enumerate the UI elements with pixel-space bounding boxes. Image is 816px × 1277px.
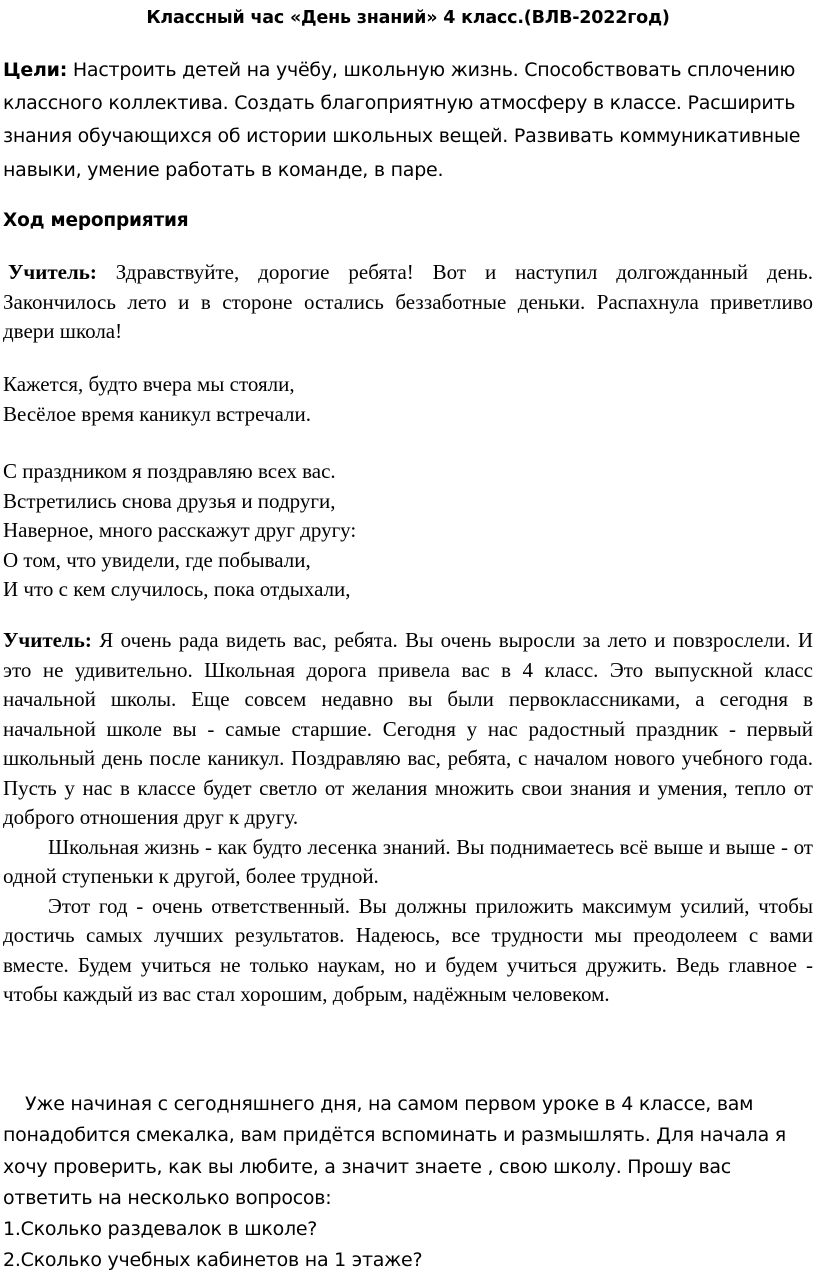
poem-line: Наверное, много расскажут друг другу: — [3, 518, 357, 542]
year-paragraph: Этот год - очень ответственный. Вы должны приложить максимум усилий, чтобы достичь самых лучших результатов. Надеюсь, все трудности мы преодолеем с вами вместе. Будем учиться не только наукам, но и будем учиться дружить. Ведь главное - чтобы каждый из вас стал хорошим, добрым, надёжным человеком. — [3, 893, 813, 1006]
poem-line: Встретились снова друзья и подруги, — [3, 488, 336, 513]
ladder-paragraph: Школьная жизнь - как будто лесенка знаний. Вы поднимаетесь всё выше и выше - от одной ступеньки к другой, более трудной. — [3, 834, 813, 888]
goals-label: Цели: — [3, 59, 68, 81]
goals-text: Настроить детей на учёбу, школьную жизнь. Способствовать сплочению классного коллектива. Создать благоприятную атмосферу в классе. Расширить знания обучающихся об истории школьных вещей. Развивать коммуникативные навыки, умение работать в команде, в паре. — [3, 59, 801, 181]
poem-line: Кажется, будто вчера мы стояли, — [3, 372, 295, 396]
teacher-speech-section — [3, 626, 813, 1010]
teacher-speech-text: Я очень рада видеть вас, ребята. Вы очень выросли за лето и повзрослели. И это не удивительно. Школьная дорога привела вас в 4 класс. Это выпускной класс начальной школы. Еще совсем недавно вы были первоклассниками, а сегодня в начальной школе вы - самые старшие. Сегодня у нас радостный праздник - первый школьный день после каникул. Поздравляю вас, ребята, с началом нового учебного года. Пусть у нас в классе будет светло от желания множить свои знания и умения, тепло от доброго отношения друг к другу. — [3, 628, 813, 829]
course-heading: Ход мероприятия — [3, 210, 189, 231]
question-item: 2.Сколько учебных кабинетов на 1 этаже? — [3, 1249, 423, 1272]
poem-line: И что с кем случилось, пока отдыхали, — [3, 577, 351, 601]
teacher-intro-label: Учитель: — [8, 260, 97, 284]
poem-line: С праздником я поздравляю всех вас. — [3, 459, 336, 483]
poem-stanza-2 — [3, 457, 813, 605]
teacher-intro-paragraph — [3, 258, 813, 347]
teacher-intro-text: Здравствуйте, дорогие ребята! Вот и наступил долгожданный день. Закончилось лето и в стороне остались беззаботные деньки. Распахнула приветливо двери школа! — [3, 260, 813, 343]
quiz-section — [3, 1089, 813, 1277]
quiz-intro-paragraph: Уже начиная с сегодняшнего дня, на самом первом уроке в 4 классе, вам понадобится смекалка, вам придётся вспоминать и размышлять. Для начала я хочу проверить, как вы любите, а значит знаете , свою школу. Прошу вас ответить на несколько вопросов: — [3, 1093, 786, 1209]
teacher-speech-paragraph — [3, 626, 813, 833]
teacher-speech-label: Учитель: — [3, 628, 92, 652]
document-title: Классный час «День знаний» 4 класс.(ВЛВ-2022год) — [146, 8, 670, 28]
goals-paragraph — [3, 54, 808, 187]
poem-stanza-1 — [3, 370, 813, 429]
poem-line: Весёлое время каникул встречали. — [3, 401, 312, 426]
poem-line: О том, что увидели, где побывали, — [3, 547, 311, 572]
question-item: 1.Сколько раздевалок в школе? — [3, 1218, 318, 1241]
